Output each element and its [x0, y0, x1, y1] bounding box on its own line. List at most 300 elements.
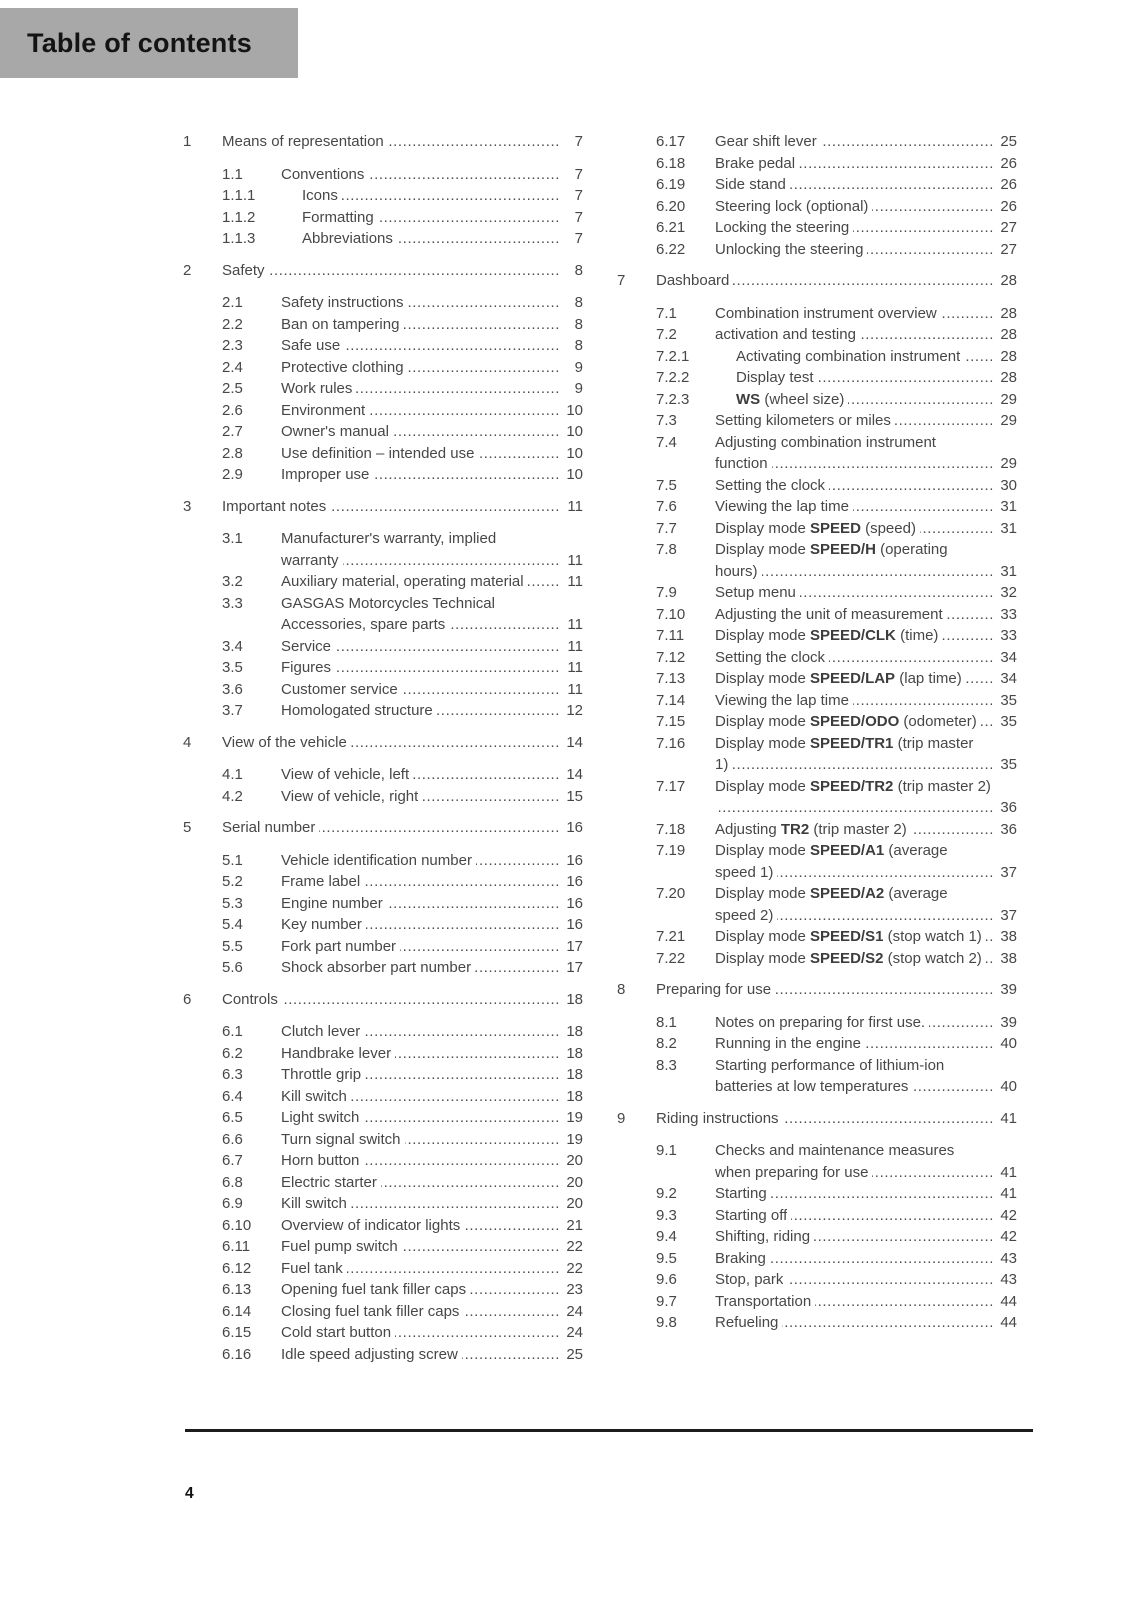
leader-dots: [319, 817, 560, 839]
toc-item-content: [715, 1269, 1017, 1291]
toc-entry-row: [222, 421, 583, 443]
toc-item-line: [715, 582, 1017, 604]
toc-item-content: [281, 786, 583, 808]
toc-item-line: [715, 733, 1017, 755]
toc-chapter-row: [183, 496, 583, 518]
toc-item-line: [281, 657, 583, 679]
toc-item-content: [656, 270, 1017, 292]
toc-item-number: 6.3: [222, 1066, 243, 1083]
toc-item-page: 15: [566, 787, 583, 805]
toc-entry-row: [222, 1279, 583, 1301]
toc-item-page: 39: [1000, 981, 1017, 998]
leader-dots: [351, 732, 560, 754]
toc-item-page: 29: [1000, 455, 1017, 472]
toc-item-line: [715, 905, 1017, 927]
leader-dots: [771, 1183, 994, 1205]
leader-dots: [966, 668, 994, 690]
toc-item-page: 11: [567, 680, 583, 698]
toc-item-line: [281, 936, 583, 958]
toc-item-page: 33: [1000, 627, 1017, 644]
toc-item-line: [281, 1258, 583, 1280]
leader-dots: [344, 335, 560, 357]
leader-dots: [476, 850, 560, 872]
toc-item-title: Handbrake lever: [281, 1044, 392, 1062]
toc-item-content: [281, 528, 583, 571]
toc-item-page: 24: [566, 1302, 583, 1320]
toc-item-title: Serial number: [222, 819, 316, 836]
toc-item-title: WS (wheel size): [736, 390, 845, 408]
toc-item-title: Setting the clock: [715, 476, 826, 494]
toc-item-number: 6.15: [222, 1324, 252, 1341]
toc-item-number: 6.16: [222, 1345, 252, 1363]
toc-item-line: [715, 840, 1017, 862]
leader-dots: [400, 936, 560, 958]
bold-term: SPEED/LAP: [810, 670, 896, 687]
toc-item-page: 8: [574, 337, 583, 354]
toc-chapter-row: [183, 260, 583, 282]
toc-item-line: [281, 164, 583, 186]
toc-item-line: [281, 1064, 583, 1086]
toc-item-line: [222, 131, 583, 153]
toc-item-line: [281, 1086, 583, 1108]
toc-item-number: 6.8: [222, 1173, 243, 1191]
toc-item-content: [715, 625, 1017, 647]
toc-item-content: [715, 1226, 1017, 1248]
leader-dots: [782, 1312, 994, 1334]
toc-item-content: [281, 1172, 583, 1194]
toc-entry-row: [222, 185, 583, 207]
bold-term: SPEED/S1: [810, 928, 884, 945]
toc-item-content: [281, 1236, 583, 1258]
toc-item-number: 1: [183, 133, 192, 150]
toc-item-content: [281, 1064, 583, 1086]
toc-item-number: 8.2: [656, 1035, 677, 1052]
toc-item-content: [281, 657, 583, 679]
leader-dots: [872, 196, 994, 218]
toc-item-line: [715, 625, 1017, 647]
toc-item-number: 8.1: [656, 1013, 677, 1031]
leader-dots: [366, 914, 560, 936]
leader-dots: [790, 174, 994, 196]
toc-item-page: 17: [566, 937, 583, 955]
toc-item-page: 42: [1000, 1206, 1017, 1224]
toc-entry-row: [656, 1291, 1017, 1313]
toc-item-page: 33: [1000, 605, 1017, 623]
toc-item-title: Braking: [715, 1249, 766, 1267]
toc-item-content: [715, 647, 1017, 669]
toc-entry-row: [222, 657, 583, 679]
toc-item-line: [281, 421, 583, 443]
toc-item-line: [281, 1322, 583, 1344]
toc-item-content: [715, 819, 1017, 841]
toc-item-page: 24: [566, 1324, 583, 1341]
toc-item-page: 29: [1000, 390, 1017, 408]
toc-item-number: 6.10: [222, 1216, 252, 1234]
toc-item-line: [715, 668, 1017, 690]
toc-item-line: [715, 862, 1017, 884]
toc-item-content: [281, 443, 583, 465]
leader-dots: [478, 443, 560, 465]
toc-item-title: Formatting: [302, 208, 374, 226]
toc-item-line: [281, 1107, 583, 1129]
toc-item-title: Closing fuel tank filler caps: [281, 1302, 460, 1320]
leader-dots: [365, 1064, 560, 1086]
toc-item-title: Combination instrument overview: [715, 304, 937, 322]
toc-item-content: [222, 260, 583, 282]
toc-item-page: 10: [566, 466, 583, 483]
toc-item-title: Fuel pump switch: [281, 1238, 398, 1255]
toc-item-line: [715, 883, 1017, 905]
toc-item-content: [281, 378, 583, 400]
toc-item-line: [715, 647, 1017, 669]
toc-item-content: [715, 174, 1017, 196]
leader-dots: [762, 561, 994, 583]
toc-entry-row: [656, 668, 1017, 690]
toc-item-line: [715, 797, 1017, 819]
toc-entry-row: [656, 582, 1017, 604]
toc-item-content: [281, 292, 583, 314]
toc-item-page: 40: [1000, 1078, 1017, 1095]
leader-dots: [732, 754, 994, 776]
toc-item-title: Service: [281, 637, 332, 655]
toc-item-number: 7.18: [656, 820, 686, 838]
leader-dots: [368, 164, 560, 186]
toc-item-content: [222, 817, 583, 839]
toc-item-content: [715, 539, 1017, 582]
leader-dots: [815, 1291, 994, 1313]
toc-entry-row: [222, 593, 583, 636]
toc-item-line: [281, 593, 583, 615]
toc-item-line: [715, 1183, 1017, 1205]
toc-item-content: [715, 604, 1017, 626]
toc-entry-row: [222, 528, 583, 571]
toc-item-title: Refueling: [715, 1314, 779, 1331]
toc-item-line: [281, 957, 583, 979]
toc-item-page: 34: [1000, 670, 1017, 687]
toc-item-title: Turn signal switch: [281, 1130, 401, 1148]
toc-entry-row: [222, 1215, 583, 1237]
toc-entry-row: [656, 883, 1017, 926]
toc-entry-row: [656, 1033, 1017, 1055]
toc-item-line: [281, 357, 583, 379]
toc-item-title: Dashboard: [656, 272, 730, 289]
toc-item-line: [281, 1279, 583, 1301]
toc-item-line: [715, 410, 1017, 432]
toc-item-content: [656, 979, 1017, 1001]
page-header: [0, 8, 298, 78]
toc-item-content: [715, 496, 1017, 518]
toc-item-page: 8: [574, 315, 583, 333]
toc-item-line: [715, 1226, 1017, 1248]
toc-item-line: [281, 1129, 583, 1151]
leader-dots: [342, 185, 560, 207]
leader-dots: [528, 571, 560, 593]
toc-entry-row: [222, 1258, 583, 1280]
toc-item-number: 5.1: [222, 851, 243, 869]
toc-item-line: [715, 1269, 1017, 1291]
toc-item-line: [656, 270, 1017, 292]
toc-entry-row: [222, 893, 583, 915]
toc-entry-row: [222, 636, 583, 658]
toc-entry-row: [656, 1205, 1017, 1227]
leader-dots: [408, 292, 560, 314]
toc-item-title: Viewing the lap time: [715, 498, 849, 515]
toc-item-title: 1): [715, 756, 729, 773]
leader-dots: [853, 217, 994, 239]
leader-dots: [821, 131, 994, 153]
toc-item-number: 5: [183, 819, 192, 836]
toc-entry-row: [656, 217, 1017, 239]
leader-dots: [395, 1043, 560, 1065]
leader-dots: [981, 711, 994, 733]
toc-item-line: [715, 539, 1017, 561]
toc-chapter-row: [617, 1108, 1017, 1130]
toc-item-page: 22: [566, 1259, 583, 1277]
leader-dots: [462, 1344, 560, 1366]
toc-item-content: [281, 464, 583, 486]
toc-item-page: 28: [1000, 304, 1017, 322]
toc-entry-row: [656, 1140, 1017, 1183]
toc-item-page: 28: [1000, 369, 1017, 386]
toc-item-page: 39: [1000, 1013, 1017, 1031]
toc-item-line: [281, 914, 583, 936]
toc-item-number: 9: [617, 1109, 626, 1127]
toc-item-content: [281, 1215, 583, 1237]
toc-item-number: 5.5: [222, 937, 243, 955]
bold-term: SPEED: [810, 519, 861, 537]
toc-item-content: [281, 679, 583, 701]
toc-item-page: 11: [567, 551, 583, 569]
toc-item-content: [302, 228, 583, 250]
toc-item-content: [222, 732, 583, 754]
toc-item-line: [715, 131, 1017, 153]
toc-item-number: 8.3: [656, 1056, 677, 1074]
toc-item-number: 7.8: [656, 541, 677, 558]
toc-item-page: 22: [566, 1238, 583, 1255]
toc-item-line: [281, 292, 583, 314]
toc-entry-row: [222, 335, 583, 357]
toc-item-number: 7.9: [656, 584, 677, 601]
toc-entry-row: [656, 496, 1017, 518]
toc-item-number: 6.13: [222, 1281, 252, 1298]
toc-item-content: [281, 957, 583, 979]
leader-dots: [799, 153, 994, 175]
toc-item-content: [715, 518, 1017, 540]
toc-item-content: [715, 239, 1017, 261]
toc-item-content: [715, 690, 1017, 712]
toc-item-page: 18: [566, 1066, 583, 1083]
toc-item-number: 2.8: [222, 444, 243, 462]
toc-item-page: 38: [1000, 949, 1017, 967]
toc-entry-row: [222, 957, 583, 979]
toc-item-content: [281, 871, 583, 893]
toc-item-page: 37: [1000, 863, 1017, 881]
toc-item-number: 7.21: [656, 928, 686, 945]
leader-dots: [872, 1162, 994, 1184]
toc-item-content: [281, 1043, 583, 1065]
toc-item-title: Horn button: [281, 1152, 360, 1169]
toc-entry-row: [656, 690, 1017, 712]
leader-dots: [363, 1150, 560, 1172]
toc-item-content: [715, 432, 1017, 475]
bold-term: SPEED/TR1: [810, 734, 894, 752]
leader-dots: [867, 239, 994, 261]
toc-entry-row: [222, 1064, 583, 1086]
toc-item-page: 28: [1000, 347, 1017, 365]
leader-dots: [929, 1012, 994, 1034]
toc-item-number: 7.4: [656, 433, 677, 451]
bold-term: SPEED/CLK: [810, 627, 896, 644]
toc-item-line: [715, 217, 1017, 239]
toc-item-title: Activating combination instrument: [736, 347, 961, 365]
toc-chapter-row: [617, 270, 1017, 292]
toc-item-content: [736, 346, 1017, 368]
toc-entry-row: [222, 936, 583, 958]
toc-item-page: 8: [574, 294, 583, 311]
toc-item-title: Adjusting combination instrument: [715, 433, 936, 451]
bold-term: SPEED/ODO: [810, 713, 900, 730]
leader-dots: [422, 786, 560, 808]
bold-term: SPEED/S2: [810, 949, 884, 967]
toc-item-title: Vehicle identification number: [281, 851, 472, 869]
toc-item-title: Running in the engine: [715, 1035, 861, 1052]
toc-item-line: [281, 786, 583, 808]
toc-item-title: Riding instructions: [656, 1109, 779, 1127]
toc-item-title: Starting off: [715, 1206, 788, 1224]
toc-item-content: [715, 217, 1017, 239]
leader-dots: [269, 260, 560, 282]
toc-item-number: 2.9: [222, 466, 243, 483]
toc-entry-row: [222, 443, 583, 465]
toc-item-page: 7: [574, 208, 583, 226]
toc-item-content: [302, 185, 583, 207]
toc-item-page: 7: [574, 230, 583, 247]
toc-item-line: [222, 260, 583, 282]
toc-item-page: 43: [1000, 1271, 1017, 1288]
toc-item-number: 9.1: [656, 1142, 677, 1159]
toc-item-line: [281, 443, 583, 465]
toc-item-content: [715, 475, 1017, 497]
toc-item-page: 9: [574, 380, 583, 397]
leader-dots: [335, 636, 560, 658]
toc-item-content: [281, 764, 583, 786]
toc-item-number: 9.3: [656, 1206, 677, 1224]
toc-item-line: [736, 389, 1017, 411]
toc-item-number: 3.5: [222, 659, 243, 676]
leader-dots: [770, 1248, 994, 1270]
toc-item-title: Side stand: [715, 176, 786, 193]
toc-item-content: [715, 840, 1017, 883]
toc-item-line: [281, 528, 583, 550]
toc-item-title: batteries at low temperatures: [715, 1078, 909, 1095]
toc-item-page: 32: [1000, 584, 1017, 601]
toc-item-title: Fuel tank: [281, 1259, 343, 1277]
leader-dots: [364, 871, 560, 893]
toc-item-line: [281, 679, 583, 701]
toc-item-title: function: [715, 455, 768, 472]
toc-item-number: 7.5: [656, 476, 677, 494]
toc-item-number: 3.1: [222, 530, 243, 547]
toc-item-number: 5.3: [222, 894, 243, 912]
leader-dots: [464, 1215, 560, 1237]
toc-item-title: Cold start button: [281, 1324, 392, 1341]
toc-item-page: 16: [566, 819, 583, 836]
toc-item-title: Display mode SPEED/LAP (lap time): [715, 670, 962, 687]
toc-entry-row: [656, 153, 1017, 175]
toc-item-page: 43: [1000, 1249, 1017, 1267]
toc-item-content: [715, 582, 1017, 604]
toc-item-line: [302, 185, 583, 207]
toc-entry-row: [222, 1150, 583, 1172]
toc-item-line: [715, 1076, 1017, 1098]
toc-item-number: 2.3: [222, 337, 243, 354]
toc-item-line: [281, 1172, 583, 1194]
toc-item-line: [715, 711, 1017, 733]
toc-item-title: View of vehicle, right: [281, 787, 419, 805]
toc-item-number: 4.2: [222, 787, 243, 805]
toc-entry-row: [656, 647, 1017, 669]
leader-dots: [775, 979, 994, 1001]
leader-dots: [282, 989, 560, 1011]
toc-item-content: [715, 196, 1017, 218]
toc-item-number: 5.6: [222, 959, 243, 976]
toc-item-page: 27: [1000, 240, 1017, 258]
toc-item-line: [715, 432, 1017, 454]
toc-item-page: 25: [1000, 133, 1017, 150]
toc-item-page: 27: [1000, 219, 1017, 236]
toc-entry-row: [222, 850, 583, 872]
toc-item-content: [281, 400, 583, 422]
toc-item-content: [715, 668, 1017, 690]
toc-entry-row: [222, 1236, 583, 1258]
leader-dots: [393, 421, 560, 443]
toc-item-line: [715, 1055, 1017, 1077]
toc-item-title: Display mode SPEED/A2 (average: [715, 885, 948, 902]
toc-item-line: [656, 1108, 1017, 1130]
toc-item-title: Important notes: [222, 497, 327, 515]
toc-item-line: [715, 1140, 1017, 1162]
toc-item-page: 11: [567, 573, 583, 590]
toc-item-line: [281, 400, 583, 422]
toc-item-number: 5.2: [222, 873, 243, 890]
toc-item-line: [281, 893, 583, 915]
toc-item-title: Safety: [222, 261, 265, 279]
toc-item-content: [715, 410, 1017, 432]
toc-item-number: 1.1: [222, 165, 243, 183]
toc-item-number: 7.7: [656, 519, 677, 537]
toc-item-page: 20: [566, 1152, 583, 1169]
toc-item-title: when preparing for use: [715, 1163, 869, 1181]
toc-entry-row: [222, 228, 583, 250]
toc-item-number: 7.19: [656, 842, 686, 859]
toc-entry-row: [656, 1012, 1017, 1034]
toc-item-page: 10: [566, 423, 583, 440]
leader-dots: [986, 948, 994, 970]
toc-entry-row: [656, 475, 1017, 497]
toc-item-line: [281, 1193, 583, 1215]
toc-item-number: 3.2: [222, 573, 243, 590]
toc-item-title: Fork part number: [281, 937, 397, 955]
toc-item-content: [715, 733, 1017, 776]
toc-entry-row: [222, 314, 583, 336]
toc-item-number: 7.2.3: [656, 390, 690, 408]
toc-item-content: [281, 1344, 583, 1366]
leader-dots: [865, 1033, 994, 1055]
toc-entry-row: [222, 679, 583, 701]
toc-item-line: [715, 1033, 1017, 1055]
toc-item-line: [222, 732, 583, 754]
leader-dots: [783, 1108, 994, 1130]
